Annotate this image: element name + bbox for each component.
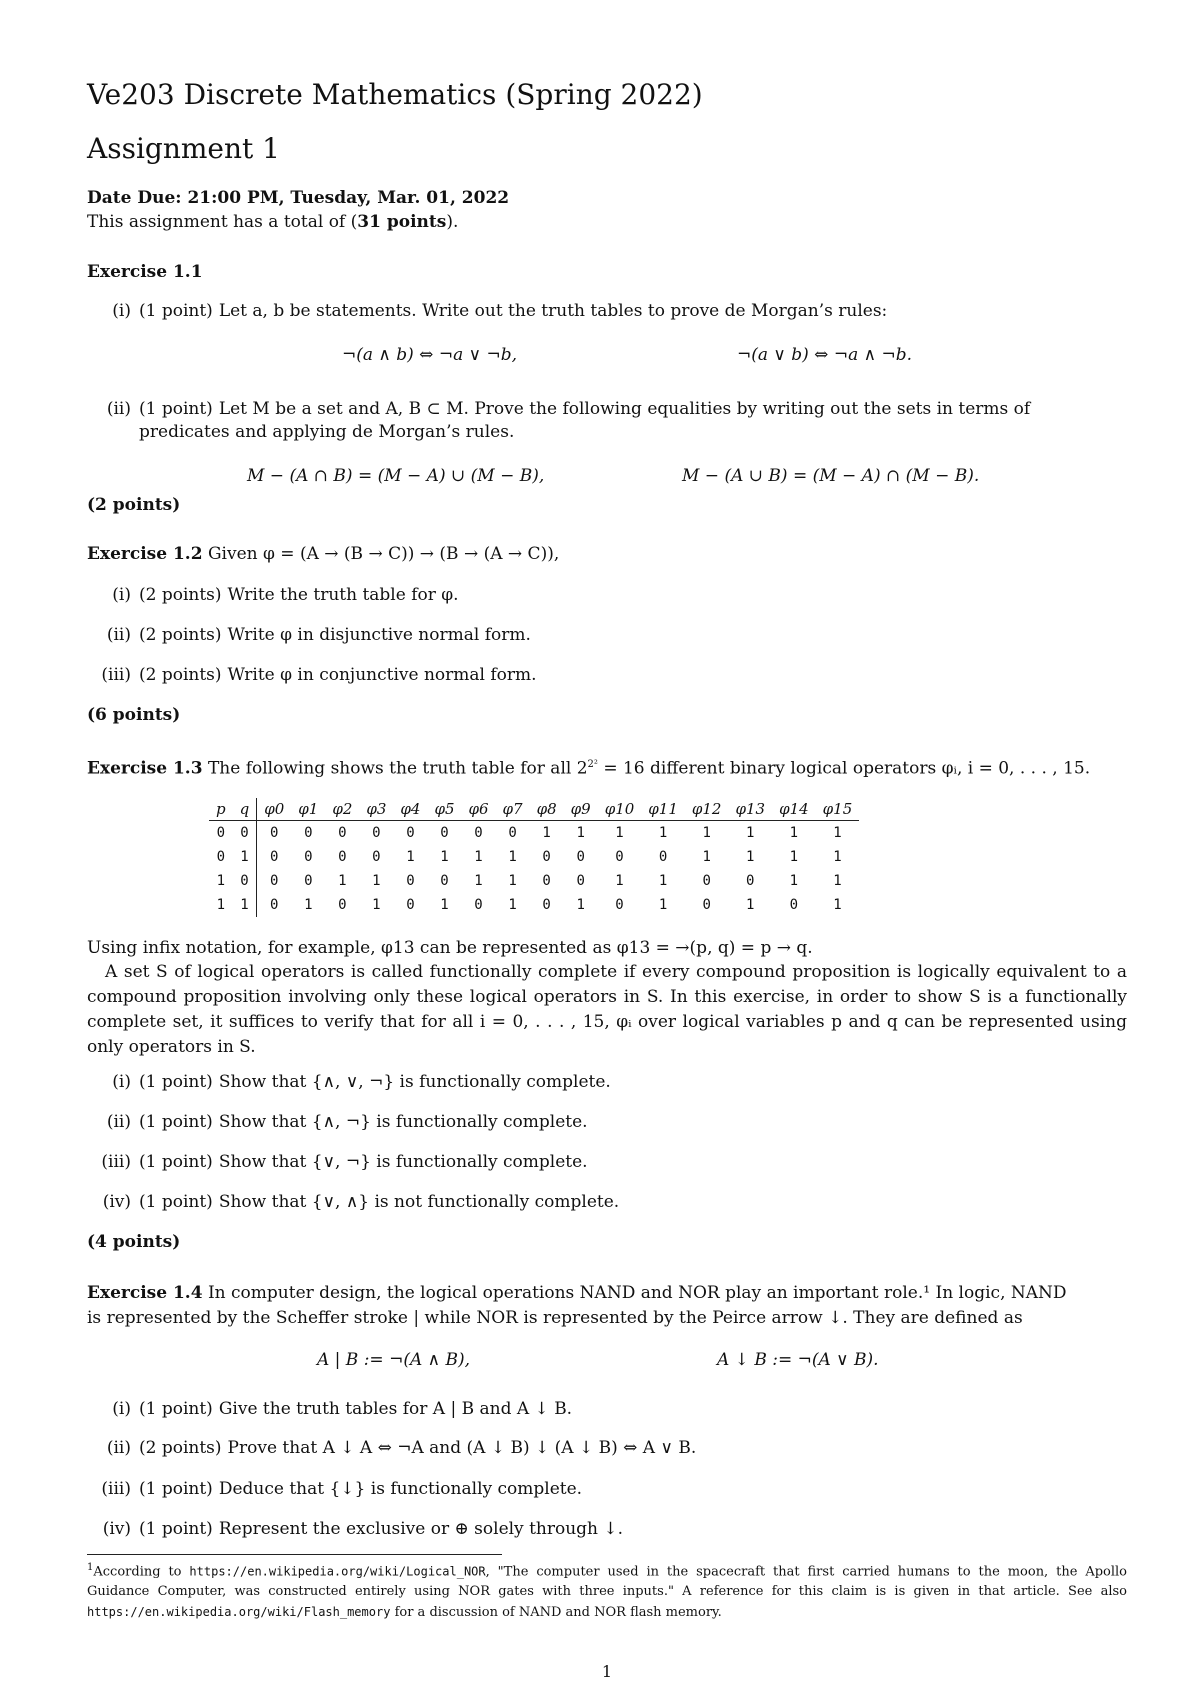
set-eq-2: M − (A ∪ B) = (M − A) ∩ (M − B). xyxy=(682,466,980,486)
table-cell: 0 xyxy=(304,873,313,889)
table-cell: 0 xyxy=(338,849,347,865)
table-cell: 0 xyxy=(270,897,279,913)
table-row xyxy=(209,845,859,869)
table-cell: 1 xyxy=(508,873,517,889)
table-cell: 0 xyxy=(615,849,624,865)
exercise-1-1-ii-cont: predicates and applying de Morgan’s rules. xyxy=(139,422,515,442)
table-cell: 0 xyxy=(746,873,755,889)
set-eq-1: M − (A ∩ B) = (M − A) ∪ (M − B), xyxy=(247,466,545,486)
table-cell: 1 xyxy=(372,873,381,889)
footnote: $^1$According to https://en.wikipedia.org/wiki/Logical_NOR, "The computer used in the spacecraft that first carried humans to the moon, the Apollo Guidance Computer, was constructed entirely using NOR gates with three inputs." A reference for this claim is is given in that article. See also https://en.wikipedia.org/wiki/Flash_memory for a discussion of NAND and NOR flash memory. xyxy=(87,1562,1127,1621)
exercise-1-3-ii: (ii) (1 point) Show that {∧, ¬} is functionally complete. xyxy=(106,1112,588,1132)
table-cell: 0 xyxy=(233,821,257,846)
table-header-cell: p xyxy=(209,798,233,821)
table-cell: 1 xyxy=(576,897,585,913)
table-cell: 1 xyxy=(440,897,449,913)
table-cell: 0 xyxy=(270,873,279,889)
de-morgan-eq-1: ¬(a ∧ b) ⇔ ¬a ∨ ¬b, xyxy=(342,345,517,365)
table-cell: 0 xyxy=(406,897,415,913)
table-cell: 1 xyxy=(233,845,257,869)
table-cell: 0 xyxy=(542,897,551,913)
exercise-1-2-ii: (ii) (2 points) Write φ in disjunctive normal form. xyxy=(106,625,531,645)
table-cell: 0 xyxy=(542,873,551,889)
table-cell: 1 xyxy=(702,849,711,865)
table-cell: 1 xyxy=(658,897,668,913)
table-header-cell: φ5 xyxy=(427,798,461,821)
table-header-cell: φ11 xyxy=(641,798,685,821)
table-header-cell: φ8 xyxy=(530,798,564,821)
nand-definition: A | B := ¬(A ∧ B), xyxy=(317,1350,471,1370)
table-cell: 0 xyxy=(440,873,449,889)
table-cell: 0 xyxy=(406,825,415,841)
table-cell: 0 xyxy=(789,897,799,913)
table-header-cell: φ6 xyxy=(462,798,496,821)
table-header-cell: φ15 xyxy=(816,798,860,821)
exercise-1-3-i: (i) (1 point) Show that {∧, ∨, ¬} is functionally complete. xyxy=(112,1072,611,1092)
table-cell: 0 xyxy=(702,873,711,889)
exercise-1-3-iv: (iv) (1 point) Show that {∨, ∧} is not functionally complete. xyxy=(102,1192,620,1212)
table-cell: 0 xyxy=(304,825,313,841)
table-header-cell: φ4 xyxy=(393,798,427,821)
table-cell: 1 xyxy=(833,873,842,889)
table-cell: 0 xyxy=(440,825,449,841)
footnote-link-logical-nor[interactable]: https://en.wikipedia.org/wiki/Logical_NOR xyxy=(189,1564,486,1579)
table-header-cell: φ12 xyxy=(685,798,729,821)
table-cell: 0 xyxy=(338,897,347,913)
total-points-line: This assignment has a total of (31 points). xyxy=(87,212,459,232)
table-cell: 1 xyxy=(474,849,483,865)
functional-completeness-paragraph: A set S of logical operators is called functionally complete if every compound proposition is logically equivalent to a compound proposition involving only these logical operators in S. In this exercise, in order to show S is a functionally complete set, it suffices to verify that for all i = 0, . . . , 15, φᵢ over logical variables p and q can be represented using only operators in S. xyxy=(87,962,1127,1057)
exercise-1-2-iii: (iii) (2 points) Write φ in conjunctive normal form. xyxy=(101,665,537,685)
exercise-1-4-i: (i) (1 point) Give the truth tables for A | B and A ↓ B. xyxy=(112,1399,573,1419)
infix-note: Using infix notation, for example, φ13 can be represented as φ13 = →(p, q) = p → q. xyxy=(87,938,813,958)
table-cell: 1 xyxy=(576,825,585,841)
exercise-1-4-heading: Exercise 1.4 In computer design, the logical operations NAND and NOR play an important role.¹ In logic, NAND xyxy=(87,1283,1067,1303)
exercise-1-2-total: (6 points) xyxy=(87,705,181,725)
page-number: 1 xyxy=(601,1662,613,1681)
exercise-1-3-iii: (iii) (1 point) Show that {∨, ¬} is functionally complete. xyxy=(101,1152,588,1172)
table-cell: 1 xyxy=(789,825,799,841)
table-cell: 1 xyxy=(372,897,381,913)
table-cell: 1 xyxy=(658,873,668,889)
table-cell: 1 xyxy=(440,849,449,865)
table-cell: 1 xyxy=(508,849,517,865)
table-cell: 1 xyxy=(746,897,755,913)
table-cell: 0 xyxy=(542,849,551,865)
exercise-1-1-title: Exercise 1.1 xyxy=(87,262,203,282)
de-morgan-eq-2: ¬(a ∨ b) ⇔ ¬a ∧ ¬b. xyxy=(737,345,912,365)
table-cell: 0 xyxy=(702,897,711,913)
table-cell: 0 xyxy=(406,873,415,889)
exercise-1-1-total: (2 points) xyxy=(87,495,181,515)
exercise-1-4-intro-2: is represented by the Scheffer stroke | while NOR is represented by the Peirce arrow ↓. They are defined as xyxy=(87,1308,1023,1328)
exercise-1-4-iv: (iv) (1 point) Represent the exclusive or ⊕ solely through ↓. xyxy=(102,1519,624,1539)
table-cell: 1 xyxy=(406,849,415,865)
table-cell: 1 xyxy=(833,897,842,913)
table-cell: 0 xyxy=(270,825,279,841)
table-cell: 0 xyxy=(270,849,279,865)
table-row xyxy=(209,821,859,846)
table-cell: 0 xyxy=(216,825,226,841)
exercise-1-3-total: (4 points) xyxy=(87,1232,181,1252)
table-cell: 1 xyxy=(304,897,313,913)
table-cell: 0 xyxy=(474,825,483,841)
table-row xyxy=(209,893,859,917)
table-cell: 1 xyxy=(474,873,483,889)
table-cell: 0 xyxy=(508,825,517,841)
exercise-1-2-i: (i) (2 points) Write the truth table for φ. xyxy=(112,585,459,605)
table-cell: 0 xyxy=(576,849,585,865)
footnote-rule xyxy=(87,1554,502,1555)
table-header-cell: φ0 xyxy=(257,798,292,821)
table-header-cell: φ9 xyxy=(564,798,598,821)
table-header-cell: φ7 xyxy=(496,798,530,821)
table-cell: 0 xyxy=(372,849,381,865)
table-cell: 1 xyxy=(746,825,755,841)
table-header-cell: φ10 xyxy=(598,798,642,821)
table-cell: 1 xyxy=(789,873,799,889)
table-cell: 1 xyxy=(615,825,624,841)
table-header-cell: φ1 xyxy=(291,798,325,821)
table-cell: 0 xyxy=(338,825,347,841)
table-cell: 1 xyxy=(615,873,624,889)
table-cell: 1 xyxy=(833,849,842,865)
table-cell: 0 xyxy=(615,897,624,913)
exercise-1-4-ii: (ii) (2 points) Prove that A ↓ A ⇔ ¬A and (A ↓ B) ↓ (A ↓ B) ⇔ A ∨ B. xyxy=(106,1438,697,1458)
table-cell: 0 xyxy=(233,869,257,893)
total-points: 31 points xyxy=(357,212,447,232)
table-cell: 0 xyxy=(658,849,668,865)
table-header-cell: φ2 xyxy=(325,798,359,821)
table-cell: 1 xyxy=(216,897,226,913)
table-cell: 0 xyxy=(216,849,226,865)
exercise-1-3-heading: Exercise 1.3 The following shows the truth table for all $2^{2^2} = 16$ different binary logical operators φᵢ, i = 0, . . . , 15. xyxy=(87,758,1091,779)
table-cell: 1 xyxy=(508,897,517,913)
table-cell: 1 xyxy=(746,849,755,865)
exercise-1-4-iii: (iii) (1 point) Deduce that {↓} is functionally complete. xyxy=(101,1479,583,1499)
table-cell: 1 xyxy=(658,825,668,841)
table-cell: 1 xyxy=(338,873,347,889)
table-cell: 1 xyxy=(789,849,799,865)
table-cell: 1 xyxy=(233,893,257,917)
table-cell: 1 xyxy=(216,873,226,889)
exercise-1-1-i: (i) (1 point) Let a, b be statements. Write out the truth tables to prove de Morgan’s rules: xyxy=(112,301,888,321)
table-header-cell: φ3 xyxy=(359,798,393,821)
table-cell: 1 xyxy=(542,825,551,841)
table-header-cell: φ13 xyxy=(728,798,772,821)
due-date: Date Due: 21:00 PM, Tuesday, Mar. 01, 2022 xyxy=(87,188,510,208)
operators-truth-table xyxy=(209,798,859,917)
table-row xyxy=(209,869,859,893)
table-header-cell: q xyxy=(233,798,257,821)
nor-definition: A ↓ B := ¬(A ∨ B). xyxy=(717,1350,879,1370)
table-cell: 0 xyxy=(304,849,313,865)
table-cell: 0 xyxy=(372,825,381,841)
table-header-cell: φ14 xyxy=(772,798,816,821)
exercise-1-2-heading: Exercise 1.2 Given φ = (A → (B → C)) → (B → (A → C)), xyxy=(87,544,560,564)
table-cell: 1 xyxy=(702,825,711,841)
table-cell: 0 xyxy=(576,873,585,889)
assignment-title: Assignment 1 xyxy=(87,132,280,165)
table-cell: 1 xyxy=(833,825,842,841)
footnote-link-flash-memory[interactable]: https://en.wikipedia.org/wiki/Flash_memory xyxy=(87,1605,391,1620)
course-title: Ve203 Discrete Mathematics (Spring 2022) xyxy=(87,78,703,111)
exercise-1-1-ii: (ii) (1 point) Let M be a set and A, B ⊂ M. Prove the following equalities by writing out the sets in terms of xyxy=(106,399,1031,419)
table-cell: 0 xyxy=(474,897,483,913)
